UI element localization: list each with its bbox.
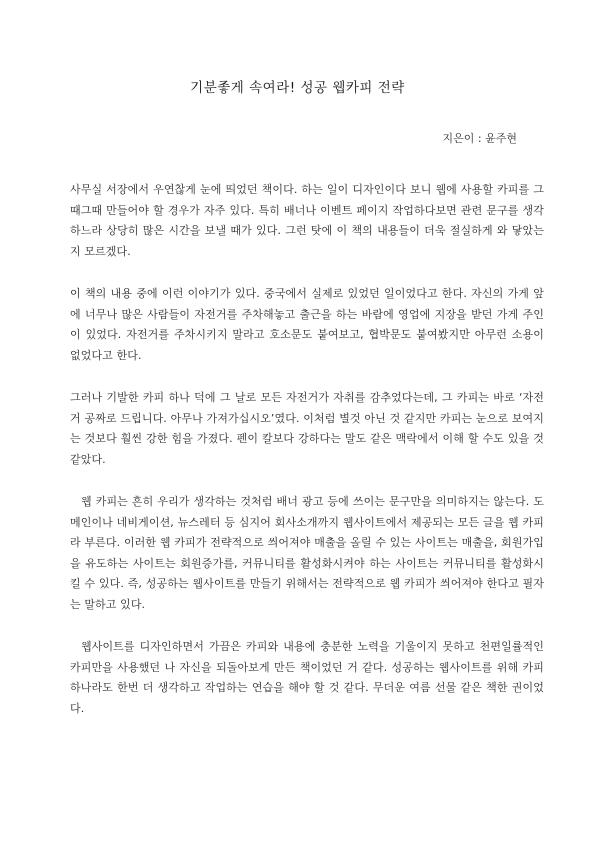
paragraph-2: 이 책의 내용 중에 이런 이야기가 있다. 중국에서 실제로 있었던 일이었다고 한다. 자신의 가게 앞에 너무나 많은 사람들이 자전거를 주차해놓고 출근을 하는 바람에 영업에 지장을 받던 가게 주인이 있었다. 자전거를 주차시키지 말라고 호소문도 붙여보고, 협박문도 붙여봤지만 아무런 소용이 없었다고 한다. xyxy=(70,287,544,362)
author-line: 지은이 : 윤주현 xyxy=(442,132,517,145)
paragraph-5: 웹사이트를 디자인하면서 가끔은 카피와 내용에 충분한 노력을 기울이지 못하고 천편일률적인 카피만을 사용했던 나 자신을 되돌아보게 만든 책이었던 거 같다. 성공하는 웹사이트를 위해 카피 하나라도 한번 더 생각하고 작업하는 연습을 해야 할 것 같다. 무더운 여름 선물 같은 책한 권이었다. xyxy=(70,640,544,715)
paragraph-4: 웹 카피는 흔히 우리가 생각하는 것처럼 배너 광고 등에 쓰이는 문구만을 의미하지는 않는다. 도메인이나 네비게이션, 뉴스레터 등 심지어 회사소개까지 웹사이트에서 제공되는 모든 글을 웹 카피라 부른다. 이러한 웹 카피가 전략적으로 씌어져야 매출을 올릴 수 있는 사이트는 매출을, 회원가입을 유도하는 사이트는 회원증가를, 커뮤니티를 활성화시켜야 하는 사이트는 커뮤니티를 활성화시킬 수 있다. 즉, 성공하는 웹사이트를 만들기 위해서는 전략적으로 웹 카피가 씌어져야 한다고 필자는 말하고 있다. xyxy=(70,495,544,611)
document-body xyxy=(70,180,544,741)
document-title: 기분좋게 속여라! 성공 웹카피 전략 xyxy=(190,80,405,96)
paragraph-1: 사무실 서장에서 우연찮게 눈에 띄었던 책이다. 하는 일이 디자인이다 보니 웹에 사용할 카피를 그때그때 만들어야 할 경우가 자주 있다. 특히 배너나 이벤트 페이지 작업하다보면 관련 문구를 생각하느라 상당히 많은 시간을 보낼 때가 있다. 그런 탓에 이 책의 내용들이 더욱 절실하게 와 닿았는지 모르겠다. xyxy=(70,183,544,258)
paragraph-3: 그러나 기발한 카피 하나 덕에 그 날로 모든 자전거가 자취를 감추었다는데, 그 카피는 바로 ‘자전거 공짜로 드립니다. 아무나 가져가십시오’였다. 이처럼 별것 아닌 것 같지만 카피는 눈으로 보여지는 것보다 훨씬 강한 힘을 가졌다. 펜이 칼보다 강하다는 말도 같은 맥락에서 이해 할 수도 있을 것 같았다. xyxy=(70,391,544,466)
